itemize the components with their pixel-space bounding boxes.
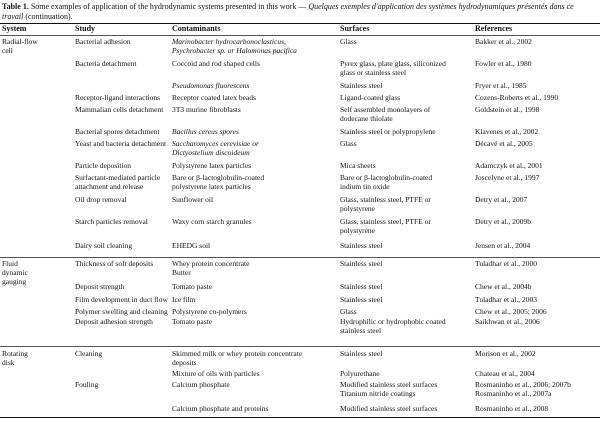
row-reference: Chew et al., 2005; 2006 xyxy=(475,307,547,316)
row-contaminant: Marinobacter hydrocarbonoclasticus, xyxy=(172,37,286,46)
row-surface: Polyurethane xyxy=(340,369,380,378)
row-contaminant: polystyrene latex particles xyxy=(172,182,251,191)
row-surface: Stainless steel or polypropylene xyxy=(340,127,436,136)
row-study: Film development in duct flow xyxy=(75,295,168,304)
row-reference: Fowler et al., 1980 xyxy=(475,59,532,68)
row-contaminant: Bacillus cereus spores xyxy=(172,127,239,136)
row-surface: Bare or β-lactoglobulin-coated xyxy=(340,173,433,182)
row-surface: Stainless steel xyxy=(340,349,383,358)
row-contaminant: Tomato paste xyxy=(172,317,213,326)
row-surface: Stainless steel xyxy=(340,259,383,268)
row-surface: Hydrophilic or hydrophobic coated xyxy=(340,317,446,326)
row-contaminant: Polystyrene latex particles xyxy=(172,161,252,170)
header-system: System xyxy=(2,24,27,33)
row-reference: Tuladhar et al., 2003 xyxy=(475,295,538,304)
row-reference: Cozens-Roberts et al., 1990 xyxy=(475,93,559,102)
caption-suffix: (continuation). xyxy=(23,11,73,21)
row-surface: dodecane thiolate xyxy=(340,114,393,123)
row-contaminant: 3T3 murine fibroblasts xyxy=(172,105,241,114)
row-surface: Stainless steel xyxy=(340,282,383,291)
row-surface: Ligand-coated glass xyxy=(340,93,401,102)
row-contaminant: EHEDG soil xyxy=(172,241,211,250)
system-rotating-disk-line1: Rotating xyxy=(2,349,28,358)
row-surface: Pyrex glass, plate glass, siliconized xyxy=(340,59,446,68)
row-surface: Self assembled monolayers of xyxy=(340,105,431,114)
row-reference: Klavenes et al., 2002 xyxy=(475,127,539,136)
header-study: Study xyxy=(75,24,96,33)
system-rotating-disk-line2: disk xyxy=(2,358,15,367)
row-study: Bacterial adhesion xyxy=(75,37,131,46)
group-rule xyxy=(0,346,600,347)
caption-french: Quelques exemples d'application des systèmes hydrodynamiques présentés dans ce travail xyxy=(2,2,574,21)
row-contaminant: Saccharomyces cerevisiae or xyxy=(172,139,259,148)
row-reference: Fryer et al., 1985 xyxy=(475,81,527,90)
row-study: Thickness of soft deposits xyxy=(75,259,154,268)
row-reference: Joscelyne et al., 1997 xyxy=(475,173,540,182)
row-contaminant: Tomato paste xyxy=(172,282,213,291)
row-reference: Detry et al., 2009b xyxy=(475,217,532,226)
row-surface: glass or stainless steel xyxy=(340,68,407,77)
row-contaminant: Butter xyxy=(172,268,191,277)
row-study: Cleaning xyxy=(75,349,103,358)
row-contaminant: Coccoid and rod shaped cells xyxy=(172,59,260,68)
row-surface: polystyrene xyxy=(340,204,375,213)
row-reference: Rosmaninho et al., 2007a xyxy=(475,389,552,398)
row-reference: Goldstein et al., 1998 xyxy=(475,105,540,114)
row-reference: Jensen et al., 2004 xyxy=(475,241,531,250)
row-surface: Glass xyxy=(340,37,357,46)
row-surface: indium tin oxide xyxy=(340,182,390,191)
group-rule xyxy=(0,257,600,258)
row-surface: polystyrene xyxy=(340,226,375,235)
system-fluid-gauging-line2: dynamic xyxy=(2,268,28,277)
row-surface: Glass, stainless steel, PTFE or xyxy=(340,217,431,226)
row-reference: Chew et al., 2004b xyxy=(475,282,532,291)
row-reference: Adamczyk et al., 2001 xyxy=(475,161,543,170)
row-reference: Detry et al., 2007 xyxy=(475,195,528,204)
row-study: Starch particles removal xyxy=(75,217,148,226)
row-contaminant: Pseudomonas fluorescens xyxy=(172,81,250,90)
row-contaminant: Sunflower oil xyxy=(172,195,214,204)
row-surface: Modified stainless steel surfaces xyxy=(340,380,438,389)
header-contaminants: Contaminants xyxy=(172,24,221,33)
row-contaminant: Dictyostelium discoideum xyxy=(172,148,250,157)
row-surface: Stainless steel xyxy=(340,241,383,250)
row-reference: Saikhwan et al., 2006 xyxy=(475,317,540,326)
row-study: Bacterial spores detachment xyxy=(75,127,160,136)
row-study: Bacteria detachment xyxy=(75,59,137,68)
row-study: Polymer swelling and cleaning xyxy=(75,307,168,316)
row-surface: Mica sheets xyxy=(340,161,376,170)
row-contaminant: Calcium phosphate xyxy=(172,380,230,389)
row-reference: Chateau et al., 2004 xyxy=(475,369,535,378)
row-contaminant: Mixture of oils with particles xyxy=(172,369,260,378)
row-contaminant: Receptor coated latex beads xyxy=(172,93,256,102)
row-contaminant: Psychrobacter sp. or Halomonas pacifica xyxy=(172,46,297,55)
system-radial-flow-line1: Radial-flow xyxy=(2,37,38,46)
row-reference: Morison et al., 2002 xyxy=(475,349,536,358)
caption-label: Table 1. xyxy=(2,2,29,11)
row-study: Oil drop removal xyxy=(75,195,127,204)
row-study: Yeast and bacteria detachment xyxy=(75,139,167,148)
row-study: Deposit adhesion strength xyxy=(75,317,153,326)
row-surface: stainless steel xyxy=(340,326,382,335)
row-study: Particle deposition xyxy=(75,161,132,170)
row-surface: Glass xyxy=(340,139,357,148)
row-surface: Glass xyxy=(340,307,357,316)
row-contaminant: Polystyrene co-polymers xyxy=(172,307,247,316)
row-surface: Stainless steel xyxy=(340,81,383,90)
caption-text: Some examples of application of the hydrodynamic systems presented in this work — xyxy=(28,2,309,11)
row-surface: Glass, stainless steel, PTFE or xyxy=(340,195,431,204)
row-reference: Rosmaninho et al., 2008 xyxy=(475,404,549,413)
header-rule xyxy=(0,35,600,36)
row-study: Dairy soil cleaning xyxy=(75,241,133,250)
row-surface: Titanium nitride coatings xyxy=(340,389,416,398)
row-study: Receptor-ligand interactions xyxy=(75,93,161,102)
row-study: attachment and release xyxy=(75,182,144,191)
row-contaminant: Waxy corn starch granules xyxy=(172,217,252,226)
row-contaminant: Ice film xyxy=(172,295,196,304)
row-reference: Tuladhar et al., 2000 xyxy=(475,259,538,268)
row-contaminant: Skimmed milk or whey protein concentrate xyxy=(172,349,303,358)
table-caption xyxy=(2,2,596,21)
system-fluid-gauging-line1: Fluid xyxy=(2,259,18,268)
row-contaminant: Whey protein concentrate xyxy=(172,259,250,268)
row-contaminant: Bare or β-lactoglobulin-coated xyxy=(172,173,265,182)
system-fluid-gauging-line3: gauging xyxy=(2,277,27,286)
system-radial-flow-line2: cell xyxy=(2,46,13,55)
row-reference: Décavé et al., 2005 xyxy=(475,139,533,148)
row-contaminant: deposits xyxy=(172,358,197,367)
row-study: Deposit strength xyxy=(75,282,125,291)
row-study: Surfactant-mediated particle xyxy=(75,173,161,182)
header-references: References xyxy=(475,24,513,33)
row-study: Fouling xyxy=(75,380,99,389)
row-reference: Rosmaninho et al., 2006; 2007b xyxy=(475,380,571,389)
row-surface: Modified stainless steel surfaces xyxy=(340,404,438,413)
bottom-rule xyxy=(0,417,600,418)
row-reference: Bakker et al., 2002 xyxy=(475,37,532,46)
row-surface: Stainless steel xyxy=(340,295,383,304)
row-study: Mammalian cells detachment xyxy=(75,105,164,114)
row-contaminant: Calcium phosphate and proteins xyxy=(172,404,269,413)
header-surfaces: Surfaces xyxy=(340,24,370,33)
